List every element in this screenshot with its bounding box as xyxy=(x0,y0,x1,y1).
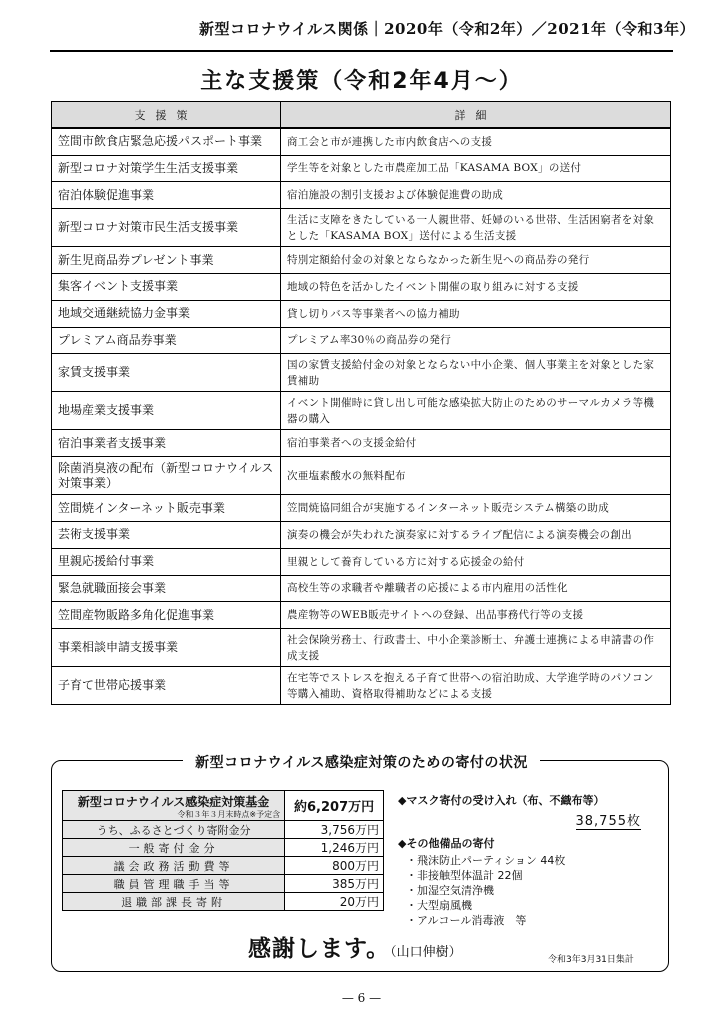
table-row xyxy=(52,209,671,247)
page-number: — 6 — xyxy=(341,991,382,1005)
header-rule xyxy=(50,50,673,52)
measure-name: 地域交通継続協力金事業 xyxy=(52,300,281,327)
fund-item-value: 800万円 xyxy=(285,857,384,875)
mask-label: ◆マスク寄付の受け入れ（布、不織布等） xyxy=(398,794,605,807)
fund-item-label: 退職部課長寄附 xyxy=(63,893,285,911)
measure-detail: 高校生等の求職者や離職者の応援による市内雇用の活性化 xyxy=(281,575,671,602)
measure-name: 家賃支援事業 xyxy=(52,354,281,392)
list-item: ・アルコール消毒液 等 xyxy=(406,914,527,927)
other-items-list xyxy=(406,853,663,928)
measure-detail: 地域の特色を活かしたイベント開催の取り組みに対する支援 xyxy=(281,273,671,300)
measure-detail: 社会保険労務士、行政書士、中小企業診断士、弁護士連携による申請書の作成支援 xyxy=(281,629,671,667)
table-row xyxy=(52,457,671,495)
measure-name: 地場産業支援事業 xyxy=(52,392,281,430)
measure-name: 笠間市飲食店緊急応援パスポート事業 xyxy=(52,128,281,155)
fund-total: 約6,207万円 xyxy=(285,791,384,821)
fund-item-label: 議会政務活動費等 xyxy=(63,857,285,875)
table-row xyxy=(52,629,671,667)
table-row xyxy=(52,155,671,182)
measure-detail: 貸し切りバス等事業者への協力補助 xyxy=(281,300,671,327)
support-measures-table xyxy=(51,101,671,705)
table-row xyxy=(52,548,671,575)
other-items-label: ◆その他備品の寄付 xyxy=(398,837,495,850)
donation-title: 新型コロナウイルス感染症対策のための寄付の状況 xyxy=(0,752,723,772)
as-of-date: 令和3年3月31日集計 xyxy=(548,955,634,965)
fund-item-value: 1,246万円 xyxy=(285,839,384,857)
table-row xyxy=(52,602,671,629)
measure-detail: 特別定額給付金の対象とならなかった新生児への商品券の発行 xyxy=(281,247,671,274)
table-row xyxy=(52,392,671,430)
table-row xyxy=(52,327,671,354)
table-row xyxy=(52,354,671,392)
measure-detail: 次亜塩素酸水の無料配布 xyxy=(281,457,671,495)
measure-name: 除菌消臭液の配布（新型コロナウイルス対策事業） xyxy=(52,457,281,495)
measure-name: 宿泊体験促進事業 xyxy=(52,182,281,209)
list-item: ・大型扇風機 xyxy=(406,899,472,912)
fund-item-value: 20万円 xyxy=(285,893,384,911)
measure-detail: 在宅等でストレスを抱える子育て世帯への宿泊助成、大学進学時のパソコン等購入補助、資格取得補助などによる支援 xyxy=(281,667,671,705)
measure-name: 芸術支援事業 xyxy=(52,521,281,548)
table-row xyxy=(52,430,671,457)
fund-table xyxy=(62,790,384,911)
list-item: ・非接触型体温計 22個 xyxy=(406,869,523,882)
table-row xyxy=(52,182,671,209)
column-header-measure: 支援策 xyxy=(52,102,281,129)
measure-detail: プレミアム率30％の商品券の発行 xyxy=(281,327,671,354)
fund-item-value: 3,756万円 xyxy=(285,821,384,839)
table-row xyxy=(52,247,671,274)
measure-detail: 宿泊事業者への支援金給付 xyxy=(281,430,671,457)
measure-detail: 農産物等のWEB販売サイトへの登録、出品事務代行等の支援 xyxy=(281,602,671,629)
table-row xyxy=(52,128,671,155)
measure-name: 新生児商品券プレゼント事業 xyxy=(52,247,281,274)
fund-item-label: うち、ふるさとづくり寄附金分 xyxy=(63,821,285,839)
measure-name: 新型コロナ対策市民生活支援事業 xyxy=(52,209,281,247)
table-row xyxy=(52,667,671,705)
measure-detail: イベント開催時に貸し出し可能な感染拡大防止のためのサーマルカメラ等機器の購入 xyxy=(281,392,671,430)
measure-detail: 演奏の機会が失われた演奏家に対するライブ配信による演奏機会の創出 xyxy=(281,521,671,548)
measure-name: 宿泊事業者支援事業 xyxy=(52,430,281,457)
measure-name: 集客イベント支援事業 xyxy=(52,273,281,300)
measure-name: 事業相談申請支援事業 xyxy=(52,629,281,667)
list-item: ・飛沫防止パーティション 44枚 xyxy=(406,854,566,867)
thanks-message: 感謝します。（山口伸樹） xyxy=(248,936,462,962)
list-item: ・加湿空気清浄機 xyxy=(406,884,494,897)
measure-detail: 里親として養育している方に対する応援金の給付 xyxy=(281,548,671,575)
measure-name: 笠間産物販路多角化促進事業 xyxy=(52,602,281,629)
table-row xyxy=(52,575,671,602)
in-kind-donations xyxy=(398,792,663,928)
fund-note: 令和３年３月末時点※予定含 xyxy=(63,809,284,820)
table-row xyxy=(52,300,671,327)
fund-item-label: 職員管理職手当等 xyxy=(63,875,285,893)
measure-name: 笠間焼インターネット販売事業 xyxy=(52,495,281,522)
measure-name: 新型コロナ対策学生生活支援事業 xyxy=(52,155,281,182)
fund-item-label: 一般寄付金分 xyxy=(63,839,285,857)
mayor-name: （山口伸樹） xyxy=(390,945,462,960)
measure-detail: 生活に支障をきたしている一人親世帯、妊婦のいる世帯、生活困窮者を対象とした「KASAMA BOX」送付による生活支援 xyxy=(281,209,671,247)
page-header: 新型コロナウイルス関係｜2020年（令和2年）／2021年（令和3年） xyxy=(199,20,695,38)
mask-count: 38,755枚 xyxy=(575,814,641,829)
table-row xyxy=(52,521,671,548)
column-header-detail: 詳細 xyxy=(281,102,671,129)
measure-name: 子育て世帯応援事業 xyxy=(52,667,281,705)
measure-name: 里親応援給付事業 xyxy=(52,548,281,575)
measure-name: 緊急就職面接会事業 xyxy=(52,575,281,602)
measure-detail: 宿泊施設の割引支援および体験促進費の助成 xyxy=(281,182,671,209)
page-title: 主な支援策（令和2年4月～） xyxy=(200,69,523,94)
measure-detail: 笠間焼協同組合が実施するインターネット販売システム構築の助成 xyxy=(281,495,671,522)
fund-item-value: 385万円 xyxy=(285,875,384,893)
measure-detail: 商工会と市が連携した市内飲食店への支援 xyxy=(281,128,671,155)
measure-name: プレミアム商品券事業 xyxy=(52,327,281,354)
table-row xyxy=(52,495,671,522)
fund-label: 新型コロナウイルス感染症対策基金 xyxy=(63,791,284,809)
table-row xyxy=(52,273,671,300)
measure-detail: 国の家賃支援給付金の対象とならない中小企業、個人事業主を対象とした家賃補助 xyxy=(281,354,671,392)
measure-detail: 学生等を対象とした市農産加工品「KASAMA BOX」の送付 xyxy=(281,155,671,182)
